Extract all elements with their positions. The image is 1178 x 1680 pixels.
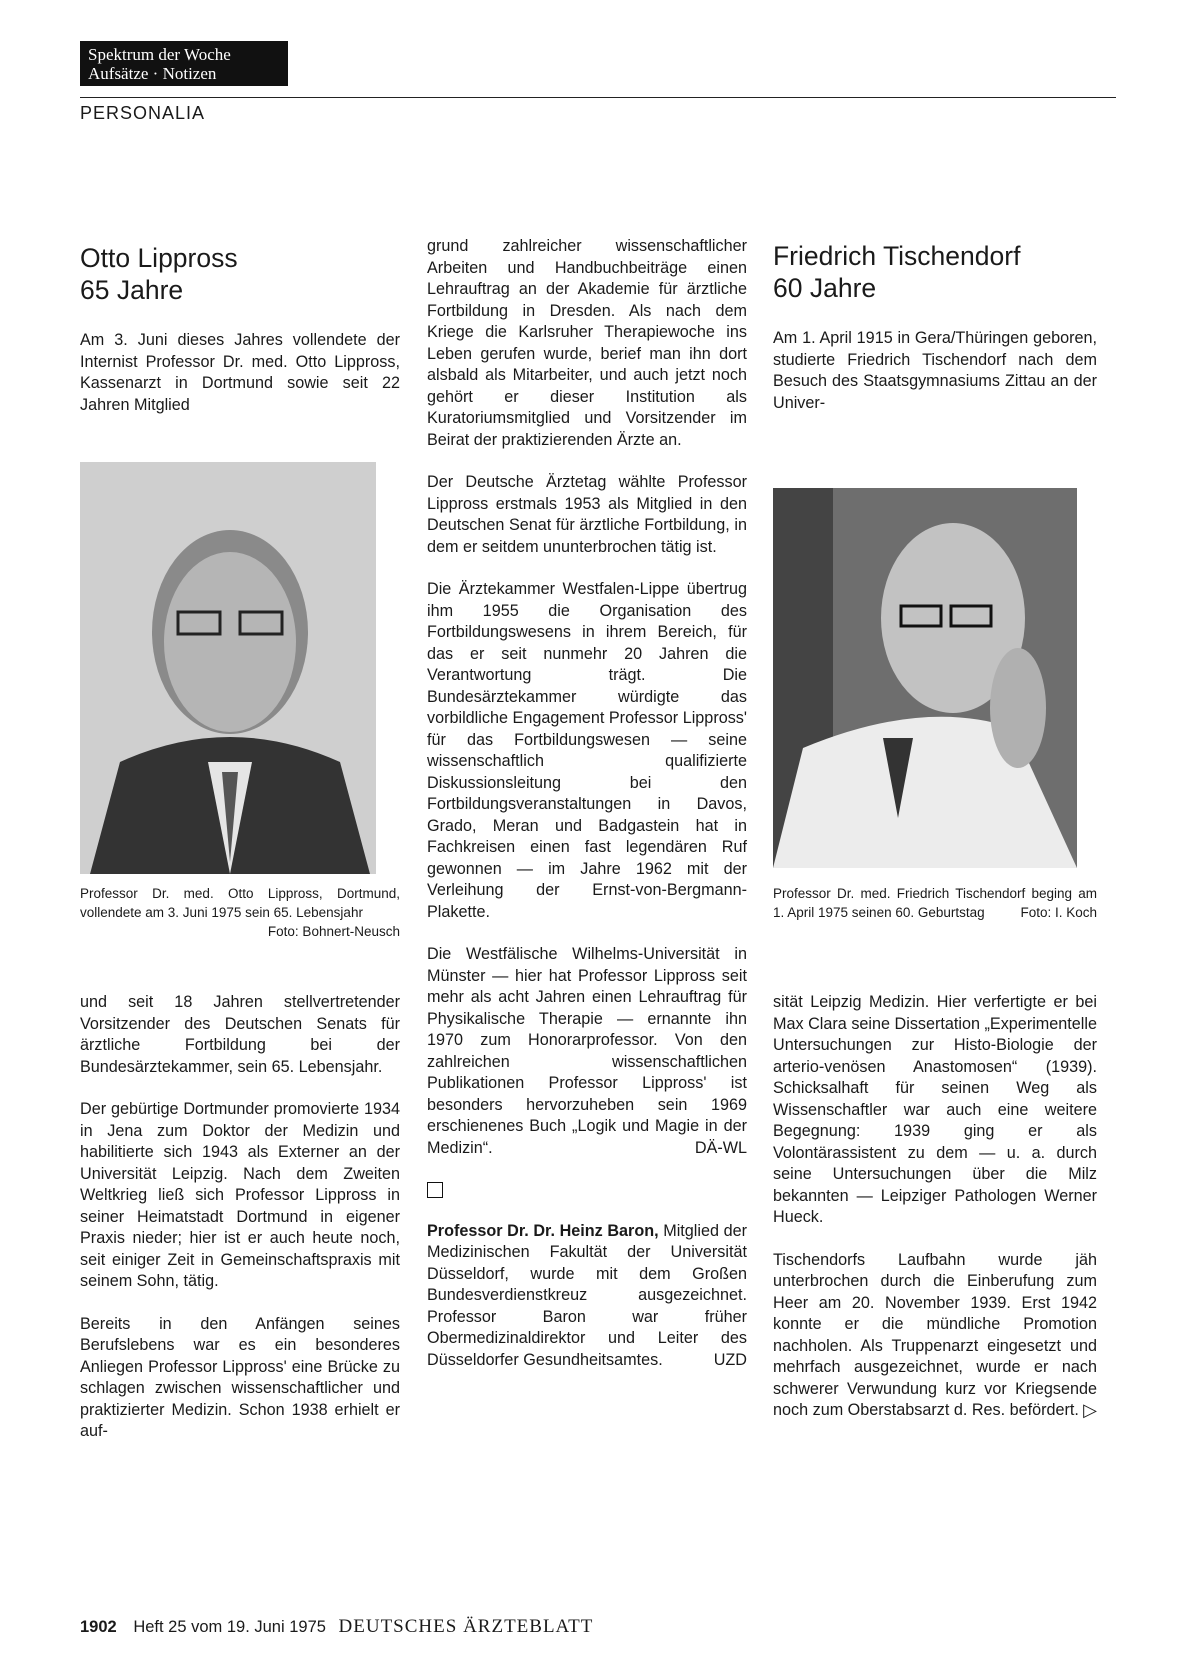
portrait-photo-tischendorf — [773, 488, 1077, 868]
header-line2: Aufsätze · Notizen — [88, 64, 217, 83]
header-rule — [80, 97, 1116, 98]
article2-head — [773, 240, 1097, 435]
article1-paragraph-2: Der gebürtige Dortmunder promovierte 1934 in Jena zum Doktor der Medizin und habilitierte sich 1943 als Externer an der Universität Leipzig. Nach dem Zweiten Weltkrieg ließ sich Professor Lippross in seiner Heimatstadt Dortmund in eigener Praxis nieder; hier ist er auch heute noch, seit einiger Zeit in Gemeinschaftspraxis mit seinem Sohn, tätig. — [80, 1100, 400, 1290]
article1-body-col2 — [427, 236, 747, 1392]
article2-paragraph-2: Tischendorfs Laufbahn wurde jäh unterbrochen durch die Einberufung zum Heer am 20. November 1939. Erst 1942 konnte er die mündliche Promotion nachholen. Als Truppenarzt eingesetzt und mehrfach ausgezeichnet, wurde er nach schwerer Verwundung kurz vor Kriegsende noch zum Oberstabsarzt d. Res. befördert. ▷ — [773, 1250, 1097, 1420]
header-block — [80, 41, 288, 86]
article1-head — [80, 242, 400, 437]
article1-body-col1 — [80, 992, 400, 1464]
article1-title-line1: Otto Lippross — [80, 243, 238, 273]
article1-paragraph-7: Die Westfälische Wilhelms-Universität in Münster — hier hat Professor Lippross seit mehr als acht Jahren einen Lehrauftrag für Physikalische Therapie — ernannte ihn 1970 zum Honorarprofessor. Von den zahlreichen wissenschaftlichen Publikationen Professor Lippross' ist besonders hervorzuheben sein 1969 erschienenes Buch „Logik und Magie in der Medizin“. DÄ-WL — [427, 944, 747, 1159]
article1-paragraph-1: und seit 18 Jahren stellvertretender Vorsitzender des Deutschen Senats für ärztliche Fortbildung bei der Bundesärztekammer, sein 65. Lebensjahr. — [80, 993, 400, 1076]
section-label: PERSONALIA — [80, 103, 206, 123]
article1-intro: Am 3. Juni dieses Jahres vollendete der Internist Professor Dr. med. Otto Lippross, Kassenarzt in Dortmund sowie seit 22 Jahren Mitglied — [80, 331, 400, 414]
article2-photo-credit: Foto: I. Koch — [1020, 905, 1097, 920]
triangle-right-icon: ▷ — [1083, 1400, 1097, 1420]
notice-text: Mitglied der Medizinischen Fakultät der Universität Düsseldorf, wurde mit dem Großen Bundesverdienstkreuz ausgezeichnet. Professor Baron war früher Obermedizinaldirektor und Leiter des Düsseldorfer Gesundheitsamtes. — [427, 1221, 748, 1369]
header-line1: Spektrum der Woche — [88, 45, 231, 64]
page-number: 1902 — [80, 1618, 117, 1636]
article1-caption — [80, 884, 400, 941]
article1-paragraph-3: Bereits in den Anfängen seines Berufslebens war es ein besonderes Anliegen Professor Lippross' eine Brücke zu schlagen zwischen wissenschaftlicher und praktizierter Medizin. Schon 1938 erhielt er auf- — [80, 1314, 400, 1440]
notice-name: Professor Dr. Dr. Heinz Baron, — [427, 1221, 659, 1240]
article1-signature: DÄ-WL — [694, 1138, 747, 1157]
separator-box-icon — [427, 1182, 443, 1198]
notice-baron — [427, 1221, 747, 1372]
page-footer — [80, 1616, 593, 1638]
article2-paragraph-1: sität Leipzig Medizin. Hier verfertigte er bei Max Clara seine Dissertation „Experimentelle Untersuchungen zur Histo-Biologie der arterio-venösen Anastomosen“ (1939). Schicksalhaft für seinen Weg als Wissenschaftler war auch eine weitere Begegnung: 1939 ging er als Volontärassistent zu dem — u. a. durch seine Untersuchungen über die Milz bekannten — Leipziger Pathologen Werner Hueck. — [773, 993, 1097, 1226]
article1-photo-credit: Foto: Bohnert-Neusch — [267, 924, 400, 939]
article2-caption — [773, 884, 1097, 922]
article1-paragraph-4: grund zahlreicher wissenschaftlicher Arbeiten und Handbuchbeiträge einen Lehrauftrag an der Akademie für ärztliche Fortbildung in Dresden. Als nach dem Kriege die Karlsruher Therapiewoche ins Leben gerufen wurde, berief man ihn dort alsbald als Mitarbeiter, und auch jetzt noch gehört er dieser Institution als Kuratoriumsmitglied und Vorsitzender im Beirat der praktizierenden Ärzte an. — [427, 237, 747, 449]
notice-signature: UZD — [713, 1350, 747, 1369]
article1-caption-text: Professor Dr. med. Otto Lippross, Dortmund, vollendete am 3. Juni 1975 sein 65. Lebensjahr — [80, 886, 400, 920]
article2-body — [773, 992, 1097, 1443]
issue-info: Heft 25 vom 19. Juni 1975 — [133, 1618, 326, 1636]
article2-title-line1: Friedrich Tischendorf — [773, 241, 1021, 271]
article2-caption-text: Professor Dr. med. Friedrich Tischendorf beging am 1. April 1975 seinen 60. Geburtstag — [773, 886, 1097, 920]
article2-title-line2: 60 Jahre — [773, 273, 877, 303]
portrait-photo-lippross — [80, 462, 376, 874]
article1-paragraph-6: Die Ärztekammer Westfalen-Lippe übertrug ihm 1955 die Organisation des Fortbildungswesens in ihrem Bereich, für das er seit nunmehr 20 Jahren die Verantwortung trägt. Die Bundesärztekammer würdigte das vorbildliche Engagement Professor Lippross' für das Fortbildungswesen — seine wissenschaftlich qualifizierte Diskussionsleitung bei den Fortbildungsveranstaltungen in Davos, Grado, Meran und Badgastein hat in Fachkreisen einen fast legendären Ruf gewonnen — im Jahre 1962 mit der Verleihung der Ernst-von-Bergmann-Plakette. — [427, 580, 747, 921]
journal-name: DEUTSCHES ÄRZTEBLATT — [338, 1616, 594, 1637]
article1-title-line2: 65 Jahre — [80, 275, 184, 305]
article1-paragraph-5: Der Deutsche Ärztetag wählte Professor Lippross erstmals 1953 als Mitglied in den Deutschen Senat für ärztliche Fortbildung, in dem er seitdem ununterbrochen tätig ist. — [427, 473, 747, 556]
article2-intro: Am 1. April 1915 in Gera/Thüringen geboren, studierte Friedrich Tischendorf nach dem Besuch des Staatsgymnasiums Zittau an der Univer- — [773, 329, 1097, 412]
